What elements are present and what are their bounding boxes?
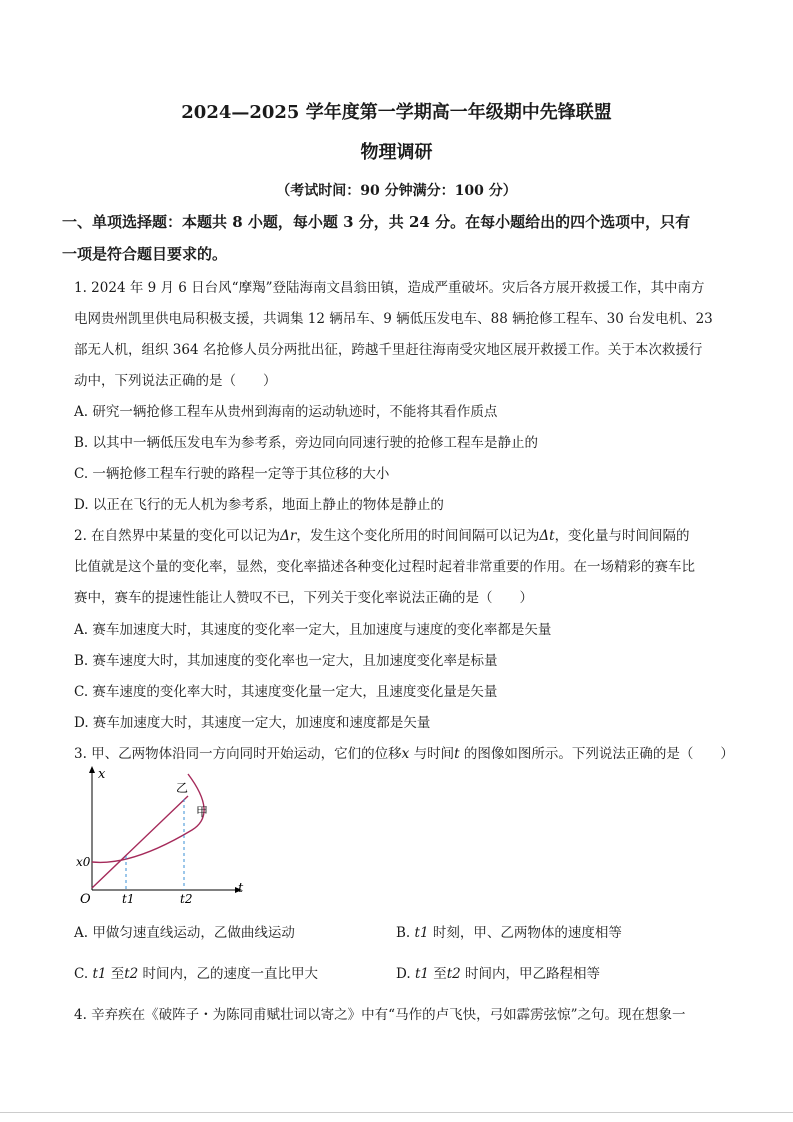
q1-option-b: B. 以其中一辆低压发电车为参考系，旁边同向同速行驶的抢修工程车是静止的 bbox=[74, 435, 539, 451]
q2-stem-line-1 bbox=[74, 524, 690, 544]
x-t-graph bbox=[72, 764, 252, 904]
q3-option-text: 时刻，甲、乙两物体的速度相等 bbox=[428, 925, 622, 941]
x0-label: x0 bbox=[76, 855, 91, 869]
y-axis-label: x bbox=[98, 767, 106, 782]
y-axis-arrow bbox=[89, 766, 95, 773]
q3-option-b bbox=[396, 921, 622, 941]
q1-option-d: D. 以正在飞行的无人机为参考系，地面上静止的物体是静止的 bbox=[74, 497, 444, 513]
q3-option-a: A. 甲做匀速直线运动，乙做曲线运动 bbox=[74, 925, 295, 941]
q3-stem-text: 3. 甲、乙两物体沿同一方向同时开始运动，它们的位移 bbox=[74, 746, 402, 762]
q2-stem-text: ，变化量与时间间隔的 bbox=[554, 528, 690, 544]
q1-stem-line: 动中，下列说法正确的是（ ） bbox=[74, 373, 277, 389]
t2-symbol: t2 bbox=[446, 966, 461, 982]
q3-option-text: C. bbox=[74, 966, 93, 982]
q1-stem-line: 1. 2024 年 9 月 6 日台风“摩羯”登陆海南文昌翁田镇，造成严重破坏。灾后各方展开救援工作，其中南方 bbox=[74, 280, 705, 296]
delta-t-symbol: Δt bbox=[539, 528, 555, 544]
q3-option-c bbox=[74, 962, 318, 982]
x-symbol: x bbox=[401, 746, 410, 762]
q3-stem-text: 与时间 bbox=[409, 746, 455, 762]
q2-option-c: C. 赛车速度的变化率大时，其速度变化量一定大，且速度变化量是矢量 bbox=[74, 684, 498, 700]
t-symbol: t bbox=[454, 746, 460, 762]
exam-info: （考试时间：90 分钟满分：100 分） bbox=[276, 183, 517, 199]
q2-stem-text: 2. 在自然界中某量的变化可以记为 bbox=[74, 528, 281, 544]
section-heading-line-2: 一项是符合题目要求的。 bbox=[62, 245, 228, 263]
label-yi: 乙 bbox=[176, 781, 189, 795]
q3-option-text: 至 bbox=[428, 966, 447, 982]
q2-option-a: A. 赛车加速度大时，其速度的变化率一定大，且加速度与速度的变化率都是矢量 bbox=[74, 622, 552, 638]
q1-option-a: A. 研究一辆抢修工程车从贵州到海南的运动轨迹时，不能将其看作质点 bbox=[74, 404, 498, 420]
t2-label: t2 bbox=[180, 892, 193, 904]
section-heading-line-1: 一、单项选择题：本题共 8 小题，每小题 3 分，共 24 分。在每小题给出的四个选项中，只有 bbox=[62, 213, 691, 231]
q1-option-c: C. 一辆抢修工程车行驶的路程一定等于其位移的大小 bbox=[74, 466, 390, 482]
x-axis-label: t bbox=[238, 881, 244, 896]
t2-symbol: t2 bbox=[124, 966, 139, 982]
q3-option-text: 至 bbox=[106, 966, 125, 982]
delta-r-symbol: Δr bbox=[280, 528, 297, 544]
q2-stem-text: ，发生这个变化所用的时间间隔可以记为 bbox=[296, 528, 540, 544]
q3-option-text: 时间内，甲乙路程相等 bbox=[460, 966, 601, 982]
q3-option-text: D. bbox=[396, 966, 415, 982]
page-bottom-rule bbox=[0, 1112, 793, 1113]
q3-option-text: 时间内，乙的速度一直比甲大 bbox=[138, 966, 319, 982]
line-yi bbox=[92, 796, 188, 888]
q2-stem-line-2: 比值就是这个量的变化率，显然，变化率描述各种变化过程时起着非常重要的作用。在一场精彩的赛车比 bbox=[74, 559, 695, 575]
q3-option-d bbox=[396, 962, 600, 982]
origin-label: O bbox=[80, 892, 91, 904]
q2-stem-line-3: 赛中，赛车的提速性能让人赞叹不已，下列关于变化率说法正确的是（ ） bbox=[74, 590, 533, 606]
label-jia: 甲 bbox=[196, 805, 209, 819]
t1-symbol: t1 bbox=[414, 966, 429, 982]
q2-option-b: B. 赛车速度大时，其加速度的变化率也一定大，且加速度变化率是标量 bbox=[74, 653, 498, 669]
title-line-1: 2024—2025 学年度第一学期高一年级期中先锋联盟 bbox=[181, 102, 612, 123]
q1-stem-line: 电网贵州凯里供电局积极支援，共调集 12 辆吊车、9 辆低压发电车、88 辆抢修工程车、30 台发电机、23 bbox=[74, 311, 713, 327]
q1-stem-line: 部无人机，组织 364 名抢修人员分两批出征，跨越千里赶往海南受灾地区展开救援工作。关于本次救援行 bbox=[74, 342, 703, 358]
q4-stem: 4. 辛弃疾在《破阵子・为陈同甫赋壮词以寄之》中有“马作的卢飞快，弓如霹雳弦惊”之句。现在想象一 bbox=[74, 1007, 686, 1023]
q3-option-text: B. bbox=[396, 925, 415, 941]
q2-option-d: D. 赛车加速度大时，其速度一定大，加速度和速度都是矢量 bbox=[74, 715, 431, 731]
t1-symbol: t1 bbox=[92, 966, 107, 982]
title-line-2: 物理调研 bbox=[360, 142, 433, 163]
q3-stem-text: 的图像如图所示。下列说法正确的是（ ） bbox=[459, 746, 734, 762]
q3-stem bbox=[74, 742, 734, 762]
t1-label: t1 bbox=[122, 892, 135, 904]
t1-symbol: t1 bbox=[414, 925, 429, 941]
